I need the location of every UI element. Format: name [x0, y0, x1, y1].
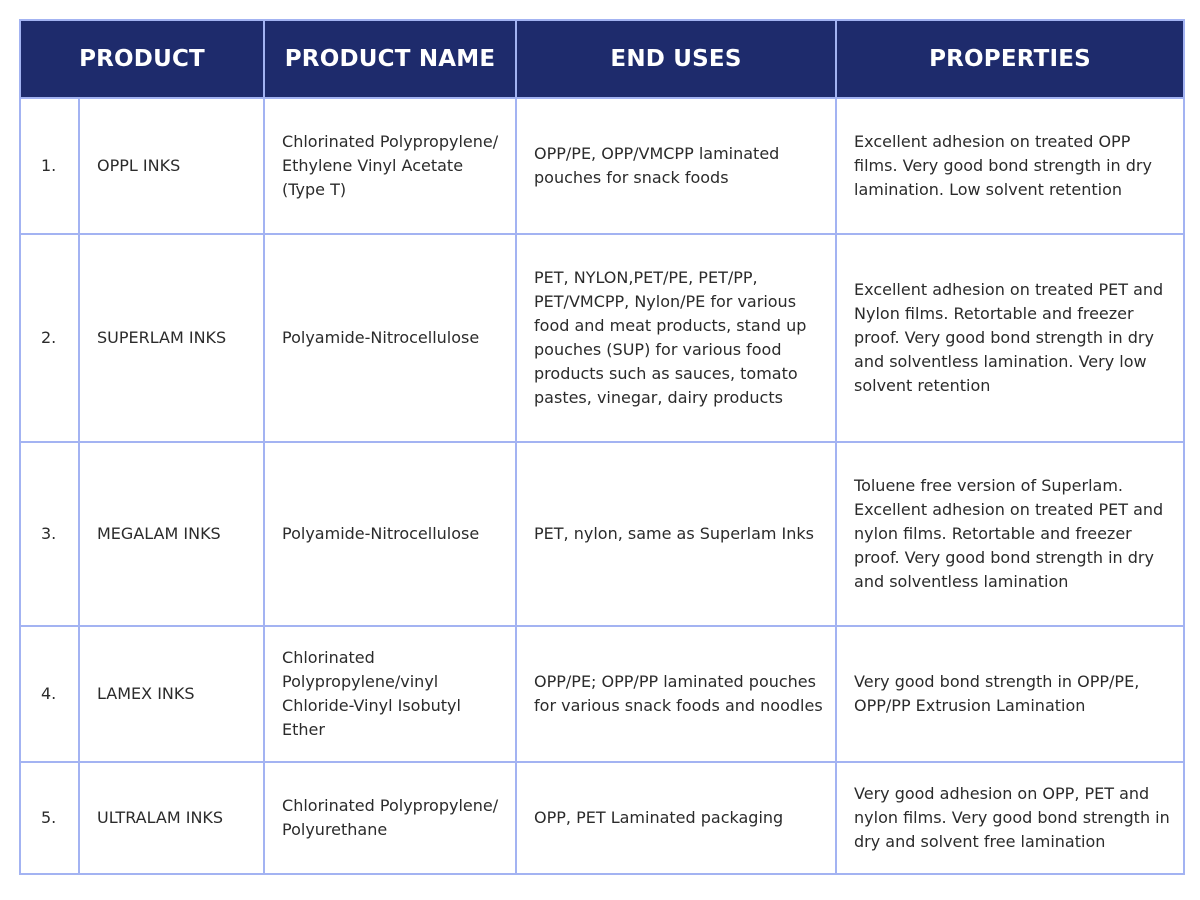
- product-code: OPPL INKS: [79, 98, 264, 234]
- product-name: Chlorinated Polypropylene/ Ethylene Vinyl Acetate (Type T): [264, 98, 516, 234]
- header-end-uses: END USES: [516, 20, 836, 98]
- properties: Excellent adhesion on treated OPP films. Very good bond strength in dry lamination. Low solvent retention: [836, 98, 1184, 234]
- table-header: [20, 20, 1184, 98]
- row-number: 3.: [20, 442, 79, 626]
- product-name: Chlorinated Polypropylene/vinyl Chloride-Vinyl Isobutyl Ether: [264, 626, 516, 762]
- product-name: Polyamide-Nitrocellulose: [264, 234, 516, 442]
- table-row: [20, 98, 1184, 234]
- row-number: 5.: [20, 762, 79, 874]
- header-properties: PROPERTIES: [836, 20, 1184, 98]
- product-name: Polyamide-Nitrocellulose: [264, 442, 516, 626]
- header-product: PRODUCT: [20, 20, 264, 98]
- end-uses: OPP/PE, OPP/VMCPP laminated pouches for snack foods: [516, 98, 836, 234]
- row-number: 4.: [20, 626, 79, 762]
- table-row: [20, 234, 1184, 442]
- table-row: [20, 762, 1184, 874]
- end-uses: OPP/PE; OPP/PP laminated pouches for various snack foods and noodles: [516, 626, 836, 762]
- end-uses: PET, nylon, same as Superlam Inks: [516, 442, 836, 626]
- table-row: [20, 626, 1184, 762]
- product-code: SUPERLAM INKS: [79, 234, 264, 442]
- ink-products-table: [19, 19, 1185, 875]
- table-row: [20, 442, 1184, 626]
- row-number: 2.: [20, 234, 79, 442]
- header-product-name: PRODUCT NAME: [264, 20, 516, 98]
- properties: Very good adhesion on OPP, PET and nylon films. Very good bond strength in dry and solvent free lamination: [836, 762, 1184, 874]
- product-name: Chlorinated Polypropylene/ Polyurethane: [264, 762, 516, 874]
- product-code: ULTRALAM INKS: [79, 762, 264, 874]
- properties: Very good bond strength in OPP/PE, OPP/PP Extrusion Lamination: [836, 626, 1184, 762]
- table-body: [20, 98, 1184, 874]
- properties: Toluene free version of Superlam. Excellent adhesion on treated PET and nylon films. Retortable and freezer proof. Very good bond strength in dry and solventless lamination: [836, 442, 1184, 626]
- properties: Excellent adhesion on treated PET and Nylon films. Retortable and freezer proof. Very good bond strength in dry and solventless lamination. Very low solvent retention: [836, 234, 1184, 442]
- header-row: [20, 20, 1184, 98]
- row-number: 1.: [20, 98, 79, 234]
- end-uses: OPP, PET Laminated packaging: [516, 762, 836, 874]
- product-code: LAMEX INKS: [79, 626, 264, 762]
- product-code: MEGALAM INKS: [79, 442, 264, 626]
- end-uses: PET, NYLON,PET/PE, PET/PP, PET/VMCPP, Nylon/PE for various food and meat products, stand up pouches (SUP) for various food products such as sauces, tomato pastes, vinegar, dairy products: [516, 234, 836, 442]
